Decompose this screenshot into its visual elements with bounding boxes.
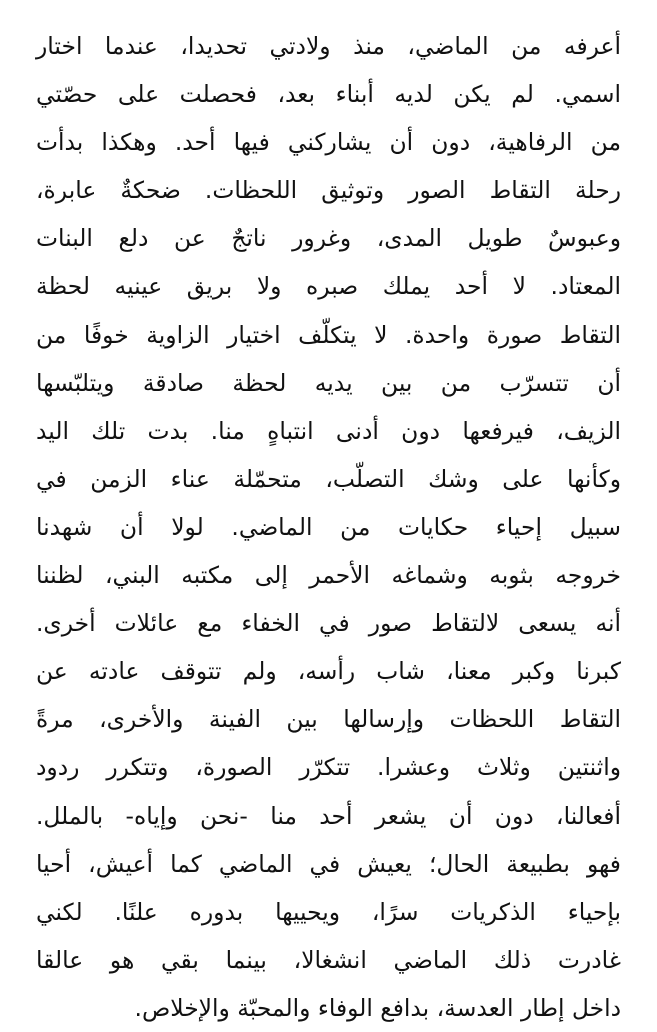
text-line: بإحياء الذكريات سرًا، ويحييها بدوره علنًا. لكني	[36, 897, 621, 926]
text-line: غادرت ذلك الماضي انشغالا، بينما بقي هو عالقا	[36, 945, 621, 974]
text-line: الزيف، فيرفعها دون أدنى انتباهٍ منا. بدت تلك اليد	[36, 416, 621, 445]
text-line: التقاط اللحظات وإرسالها بين الفينة والأخرى، مرةً	[36, 705, 621, 734]
text-line: أعرفه من الماضي، منذ ولادتي تحديدا، عندما اختار	[36, 32, 621, 60]
text-line: أفعالنا، دون أن يشعر أحد منا -نحن وإياه- بالملل.	[36, 801, 621, 830]
text-line: اسمي. لم يكن لديه أبناء بعد، فحصلت على حصّتي	[36, 80, 621, 109]
text-line: أنه يسعى لالتقاط صور في الخفاء مع عائلات أخرى.	[36, 609, 621, 638]
text-line: كبرنا وكبر معنا، شاب رأسه، ولم تتوقف عادته عن	[36, 657, 621, 686]
article-text	[36, 22, 621, 1032]
text-line: داخل إطار العدسة، بدافع الوفاء والمحبّة والإخلاص.	[134, 993, 621, 1022]
text-line: وكأنها على وشك التصلّب، متحمّلة عناء الزمن في	[36, 464, 621, 493]
text-line: رحلة التقاط الصور وتوثيق اللحظات. ضحكةٌ عابرة،	[36, 176, 621, 205]
text-line: فهو بطبيعة الحال؛ يعيش في الماضي كما أعيش، أحيا	[36, 849, 621, 878]
text-line: المعتاد. لا أحد يملك صبره ولا بريق عينيه لحظة	[36, 272, 621, 301]
text-line: سبيل إحياء حكايات من الماضي. لولا أن شهدنا	[36, 512, 621, 541]
text-line: واثنتين وثلاث وعشرا. تتكرّر الصورة، وتتكرر ردود	[36, 753, 621, 782]
text-line: التقاط صورة واحدة. لا يتكلّف اختيار الزاوية خوفًا من	[36, 320, 621, 349]
text-line: من الرفاهية، دون أن يشاركني فيها أحد. وهكذا بدأت	[36, 128, 621, 157]
text-line: خروجه بثوبه وشماغه الأحمر إلى مكتبه البني، لظننا	[36, 561, 621, 590]
text-line: وعبوسٌ طويل المدى، وغرور ناتجٌ عن دلع البنات	[36, 224, 621, 253]
text-line: أن تتسرّب من بين يديه لحظة صادقة ويتلبّسها	[36, 368, 621, 397]
